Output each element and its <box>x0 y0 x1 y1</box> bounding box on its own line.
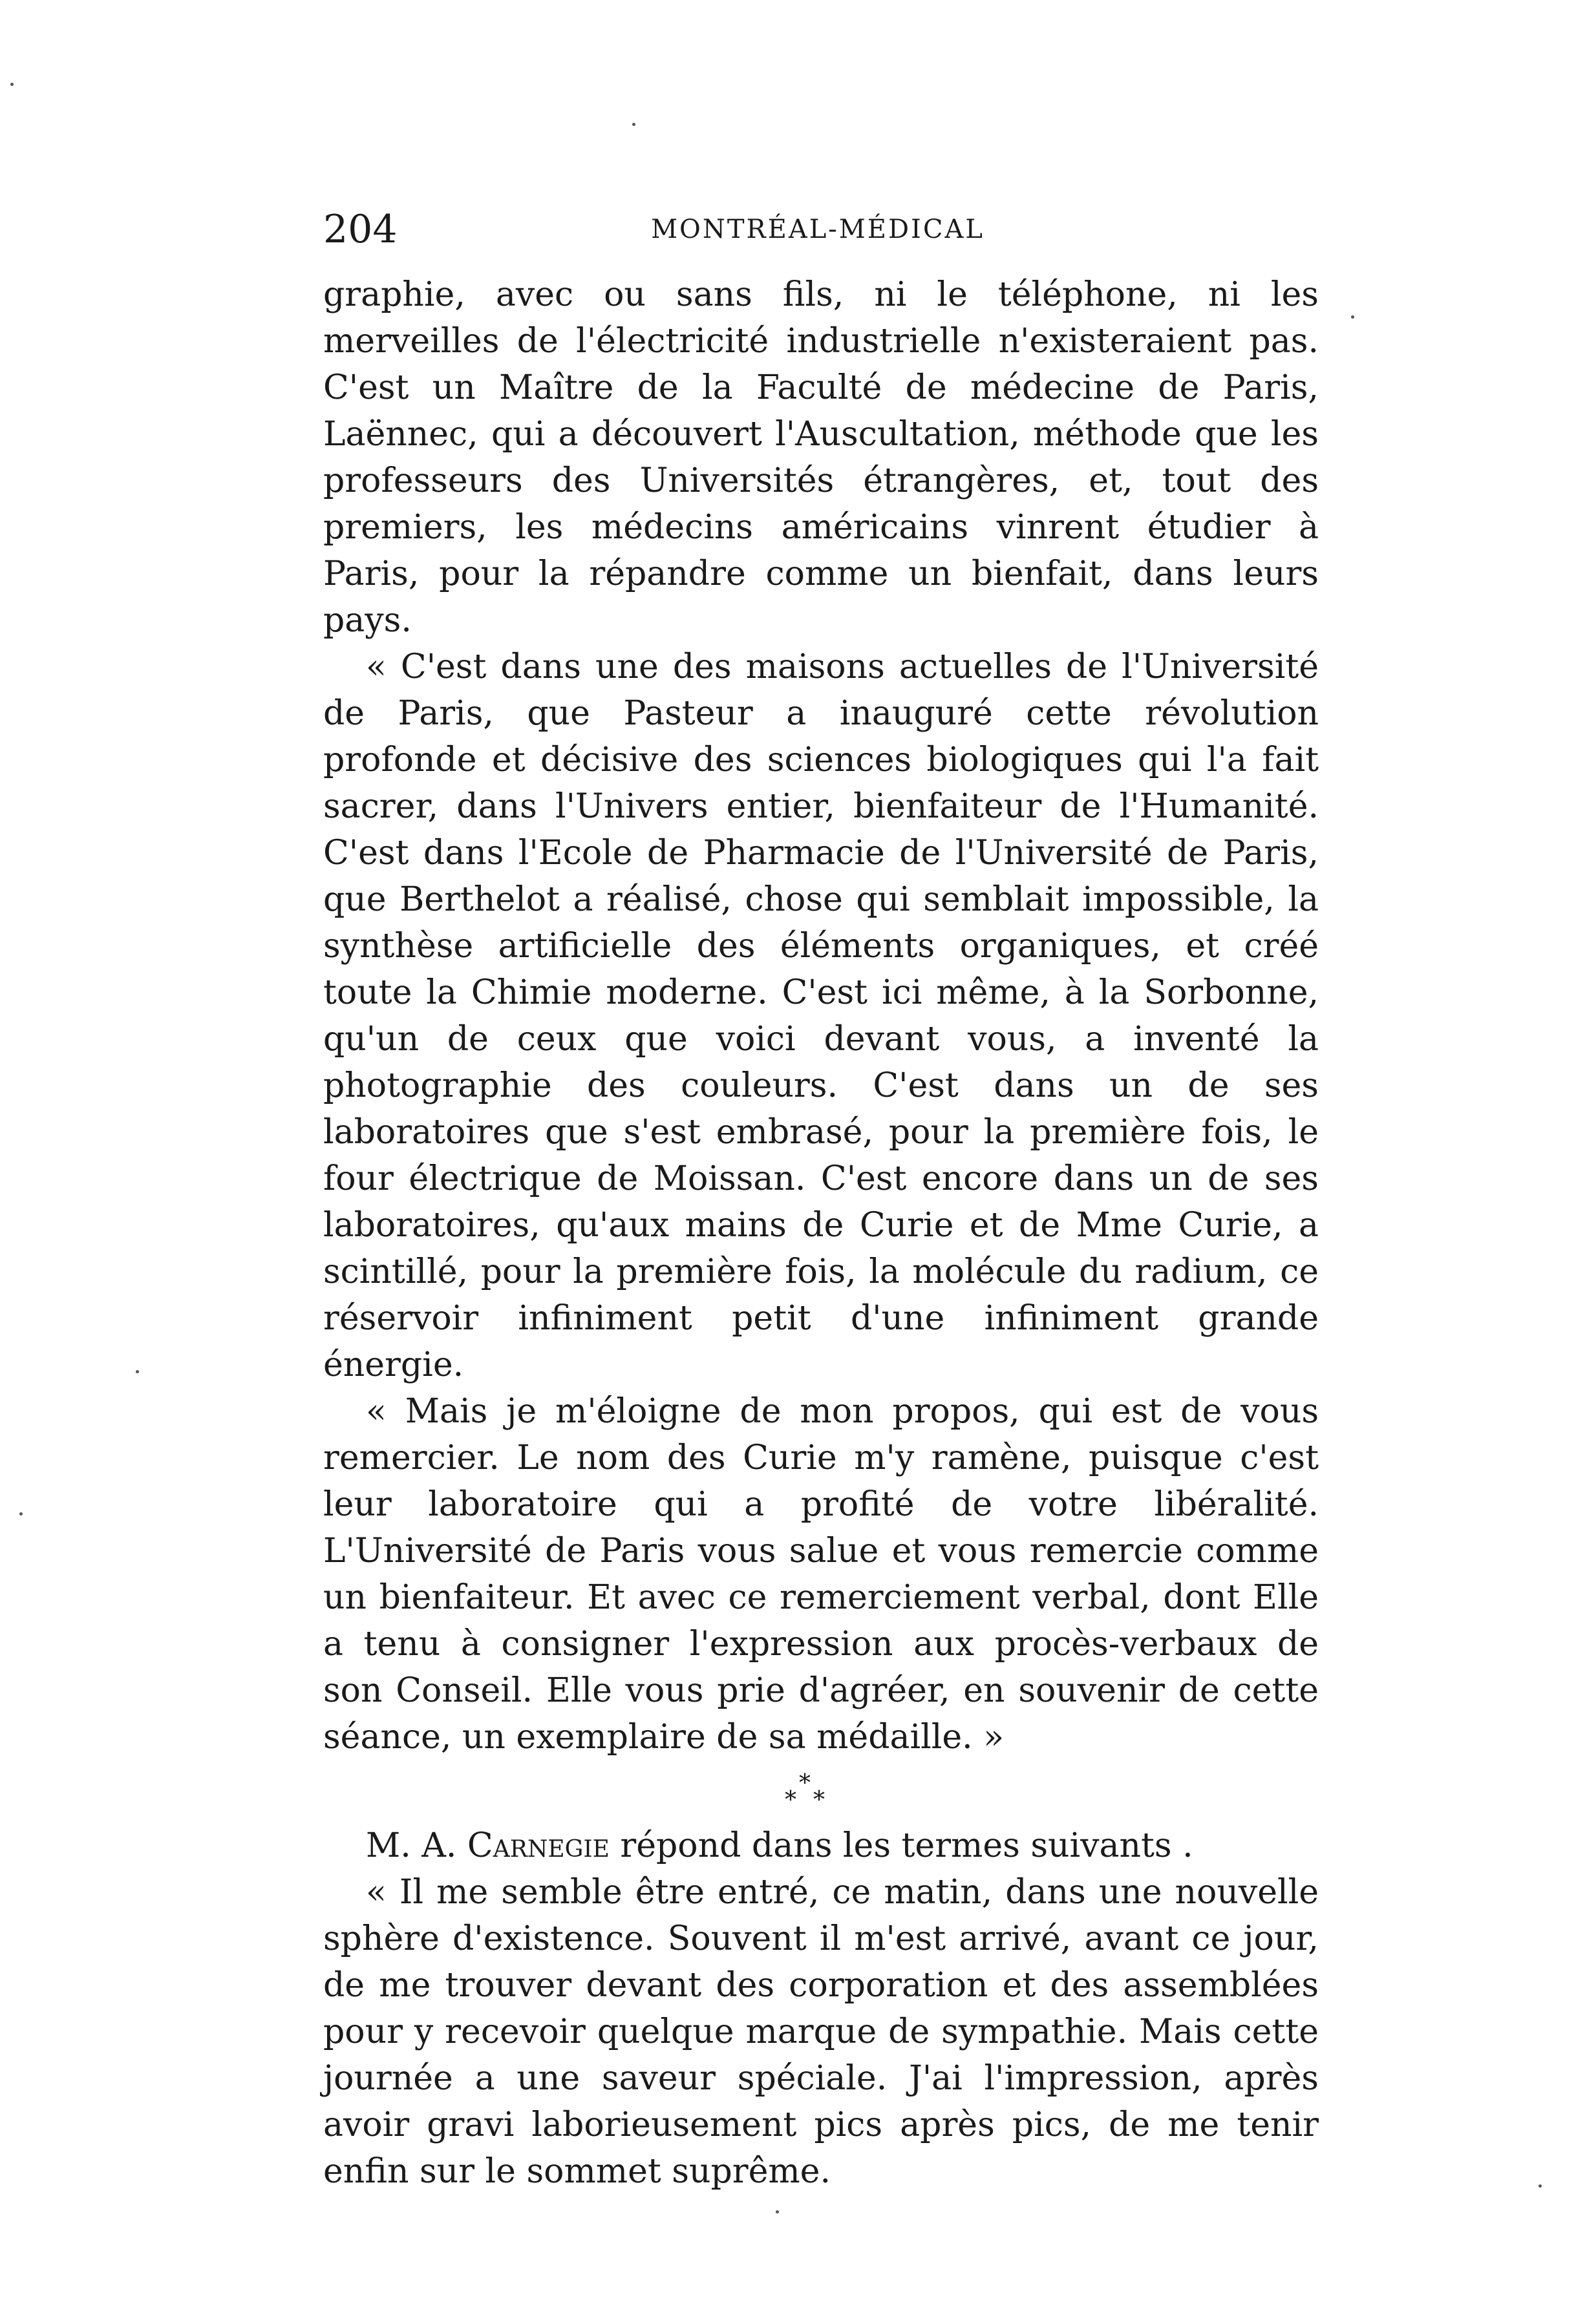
speaker-prefix: M. A. <box>366 1826 467 1865</box>
scan-speck <box>776 2210 779 2213</box>
scan-speck <box>10 83 14 86</box>
running-title: MONTRÉAL-MÉDICAL <box>651 215 985 244</box>
scan-speck <box>19 1512 23 1516</box>
separator-star: * <box>813 1787 825 1813</box>
scan-speck <box>136 1370 139 1373</box>
paragraph-university-achievements: « C'est dans une des maisons actuelles de l'Université de Paris, que Pasteur a inauguré cette révolution profonde et décisive des sciences biologiques qui l'a fait sacrer, dans l'Univers entier, bienfaiteur de l'Humanité. C'est dans l'Ecole de Pharmacie de l'Université de Paris, que Berthelot a réalisé, chose qui semblait impossible, la synthèse artificielle des éléments organiques, et créé toute la Chimie moderne. C'est ici même, à la Sorbonne, qu'un de ceux que voici devant vous, a inventé la photographie des couleurs. C'est dans un de ses laboratoires que s'est embrasé, pour la première fois, le four électrique de Moissan. C'est encore dans un de ses laboratoires, qu'aux mains de Curie et de Mme Curie, a scintillé, pour la première fois, la molécule du radium, ce réservoir infiniment petit d'une infiniment grande énergie. <box>323 648 1319 1384</box>
scan-speck <box>632 123 635 126</box>
scan-speck <box>1351 315 1354 319</box>
paragraph-continuation: graphie, avec ou sans fils, ni le téléphone, ni les merveilles de l'électricité industrielle n'existeraient pas. C'est un Maître de la Faculté de médecine de Paris, Laënnec, qui a découvert l'Auscultation, méthode que les professeurs des Universités étrangères, et, tout des premiers, les médecins américains vinrent étudier à Paris, pour la répandre comme un bienfait, dans leurs pays. <box>323 275 1319 640</box>
scan-speck <box>1539 2184 1542 2188</box>
section-separator <box>323 1772 1319 1819</box>
speaker-intro-rest: répond dans les termes suivants . <box>609 1826 1193 1865</box>
page-header <box>323 200 1312 259</box>
body-text <box>323 271 1319 2195</box>
paragraph-thanks: « Mais je m'éloigne de mon propos, qui est de vous remercier. Le nom des Curie m'y ramène, puisque c'est leur laboratoire qui a profité de votre libéralité. L'Université de Paris vous salue et vous remercie comme un bienfaiteur. Et avec ce remerciement verbal, dont Elle a tenu à consigner l'expression aux procès-verbaux de son Conseil. Elle vous prie d'agréer, en souvenir de cette séance, un exemplaire de sa médaille. » <box>323 1392 1319 1757</box>
paragraph-carnegie-speech: « Il me semble être entré, ce matin, dans une nouvelle sphère d'existence. Souvent il m'est arrivé, avant ce jour, de me trouver devant des corporation et des assemblées pour y recevoir quelque marque de sympathie. Mais cette journée a une saveur spéciale. J'ai l'impression, après avoir gravi laborieusement pics après pics, de me tenir enfin sur le sommet suprême. <box>323 1873 1319 2191</box>
paragraph-carnegie-intro <box>323 1822 1319 1869</box>
separator-star: * <box>799 1770 811 1797</box>
speaker-name: Carnegie <box>467 1826 610 1865</box>
separator-star: * <box>785 1787 796 1813</box>
page-number: 204 <box>323 207 398 252</box>
